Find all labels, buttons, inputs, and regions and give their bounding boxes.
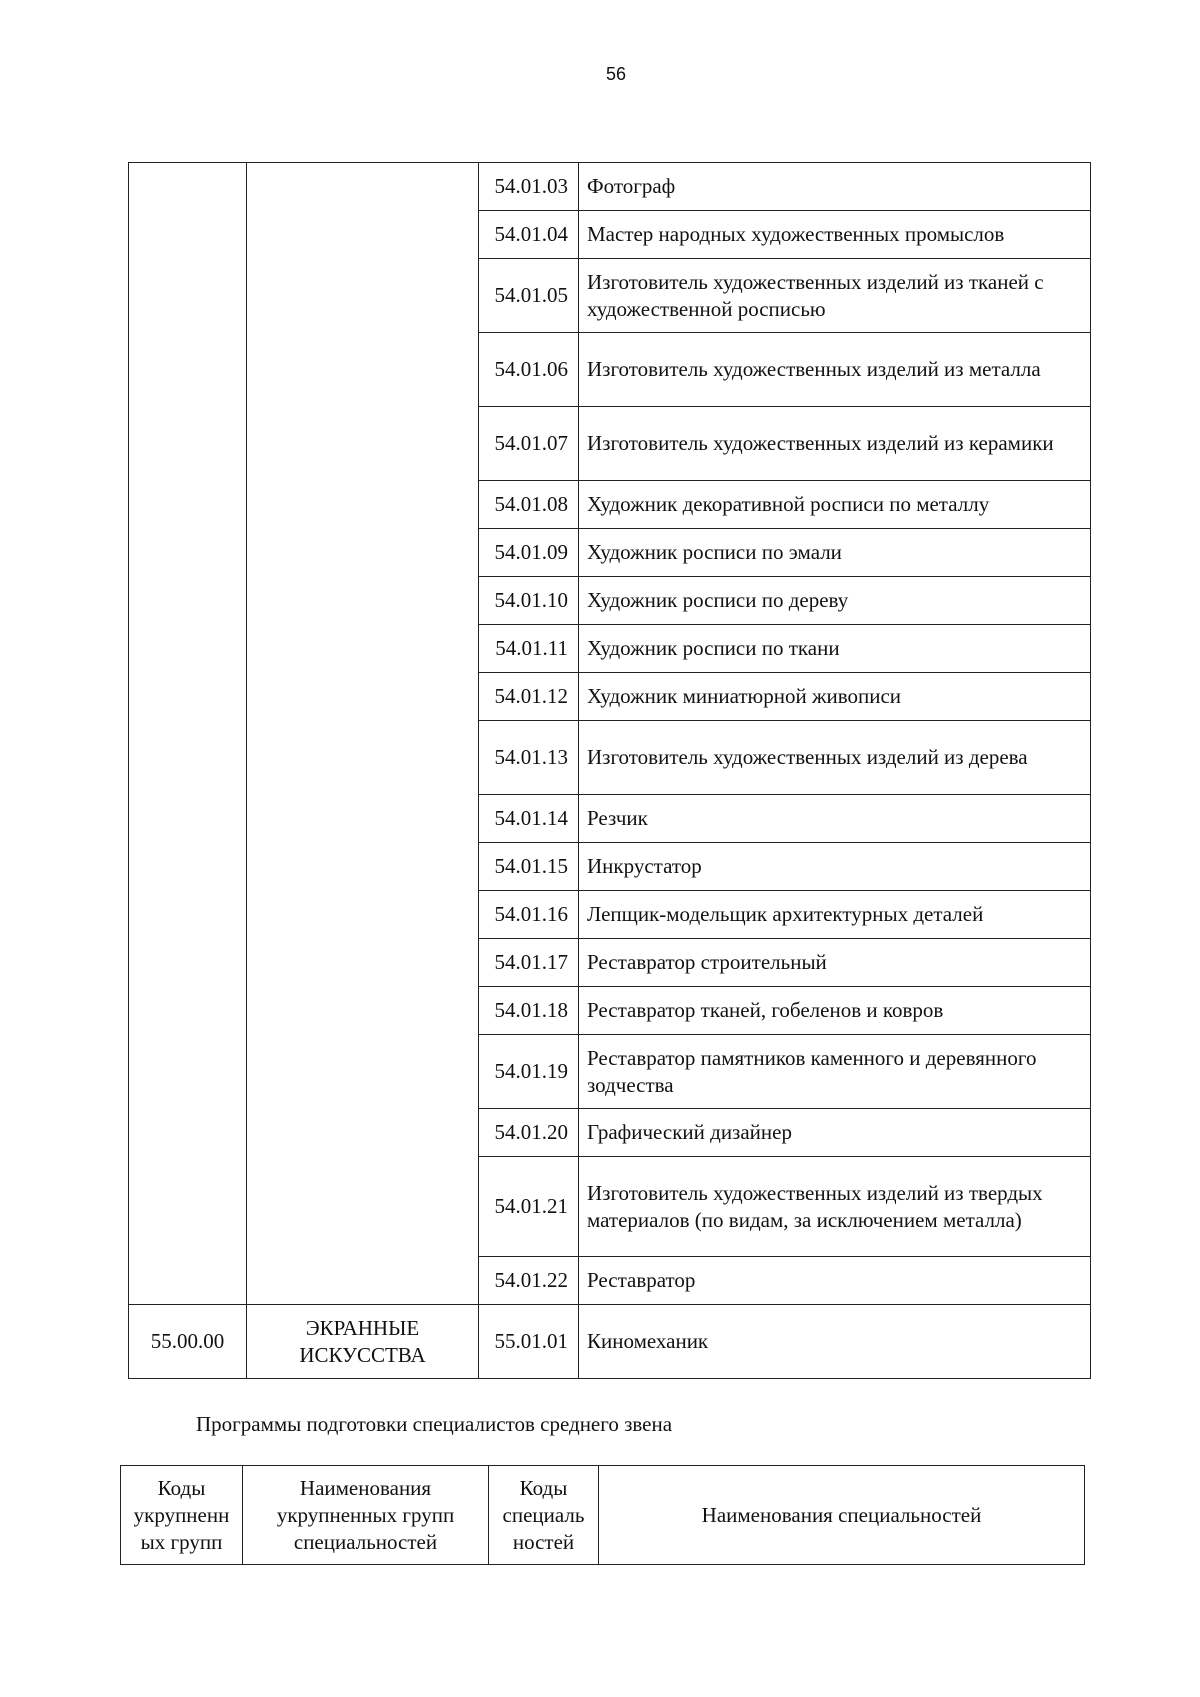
profession-name: Реставратор тканей, гобеленов и ковров	[579, 987, 1091, 1035]
group-name: ЭКРАННЫЕ ИСКУССТВА	[247, 1305, 479, 1379]
profession-code: 54.01.04	[479, 211, 579, 259]
profession-name: Резчик	[579, 795, 1091, 843]
profession-name: Инкрустатор	[579, 843, 1091, 891]
profession-code: 55.01.01	[479, 1305, 579, 1379]
profession-code: 54.01.21	[479, 1157, 579, 1257]
profession-code: 54.01.20	[479, 1109, 579, 1157]
profession-code: 54.01.10	[479, 577, 579, 625]
header-cell-specialty-codes: Коды специаль ностей	[489, 1466, 599, 1565]
header-cell-specialty-names: Наименования специальностей	[599, 1466, 1085, 1565]
profession-code: 54.01.08	[479, 481, 579, 529]
profession-code: 54.01.05	[479, 259, 579, 333]
header-cell-group-names: Наименования укрупненных групп специальностей	[243, 1466, 489, 1565]
professions-table	[128, 162, 1091, 1379]
profession-name: Реставратор строительный	[579, 939, 1091, 987]
profession-name: Лепщик-модельщик архитектурных деталей	[579, 891, 1091, 939]
profession-code: 54.01.03	[479, 163, 579, 211]
profession-name: Изготовитель художественных изделий из металла	[579, 333, 1091, 407]
group-row	[129, 1305, 1091, 1379]
page-number: 56	[605, 64, 627, 84]
profession-name: Изготовитель художественных изделий из тканей с художественной росписью	[579, 259, 1091, 333]
profession-code: 54.01.14	[479, 795, 579, 843]
section-subheading: Программы подготовки специалистов среднего звена	[196, 1412, 673, 1436]
profession-code: 54.01.07	[479, 407, 579, 481]
profession-name: Изготовитель художественных изделий из дерева	[579, 721, 1091, 795]
profession-code: 54.01.16	[479, 891, 579, 939]
profession-name: Художник росписи по ткани	[579, 625, 1091, 673]
profession-name: Реставратор	[579, 1257, 1091, 1305]
profession-name: Фотограф	[579, 163, 1091, 211]
group-code: 55.00.00	[129, 1305, 247, 1379]
header-cell-group-codes: Коды укрупненн ых групп	[121, 1466, 243, 1565]
profession-name: Графический дизайнер	[579, 1109, 1091, 1157]
specialties-header-table	[120, 1465, 1085, 1565]
profession-name: Художник росписи по дереву	[579, 577, 1091, 625]
profession-code: 54.01.19	[479, 1035, 579, 1109]
profession-code: 54.01.18	[479, 987, 579, 1035]
profession-code: 54.01.17	[479, 939, 579, 987]
profession-name: Киномеханик	[579, 1305, 1091, 1379]
profession-name: Изготовитель художественных изделий из керамики	[579, 407, 1091, 481]
profession-name: Художник декоративной росписи по металлу	[579, 481, 1091, 529]
profession-name: Художник росписи по эмали	[579, 529, 1091, 577]
profession-code: 54.01.06	[479, 333, 579, 407]
empty-group-code-cell	[129, 163, 247, 1305]
profession-code: 54.01.11	[479, 625, 579, 673]
profession-code: 54.01.22	[479, 1257, 579, 1305]
profession-code: 54.01.13	[479, 721, 579, 795]
profession-name: Мастер народных художественных промыслов	[579, 211, 1091, 259]
profession-code: 54.01.15	[479, 843, 579, 891]
profession-code: 54.01.09	[479, 529, 579, 577]
profession-name: Реставратор памятников каменного и деревянного зодчества	[579, 1035, 1091, 1109]
header-row	[121, 1466, 1085, 1565]
profession-name: Художник миниатюрной живописи	[579, 673, 1091, 721]
profession-code: 54.01.12	[479, 673, 579, 721]
empty-group-name-cell	[247, 163, 479, 1305]
table-row	[129, 163, 1091, 211]
profession-name: Изготовитель художественных изделий из твердых материалов (по видам, за исключением металла)	[579, 1157, 1091, 1257]
